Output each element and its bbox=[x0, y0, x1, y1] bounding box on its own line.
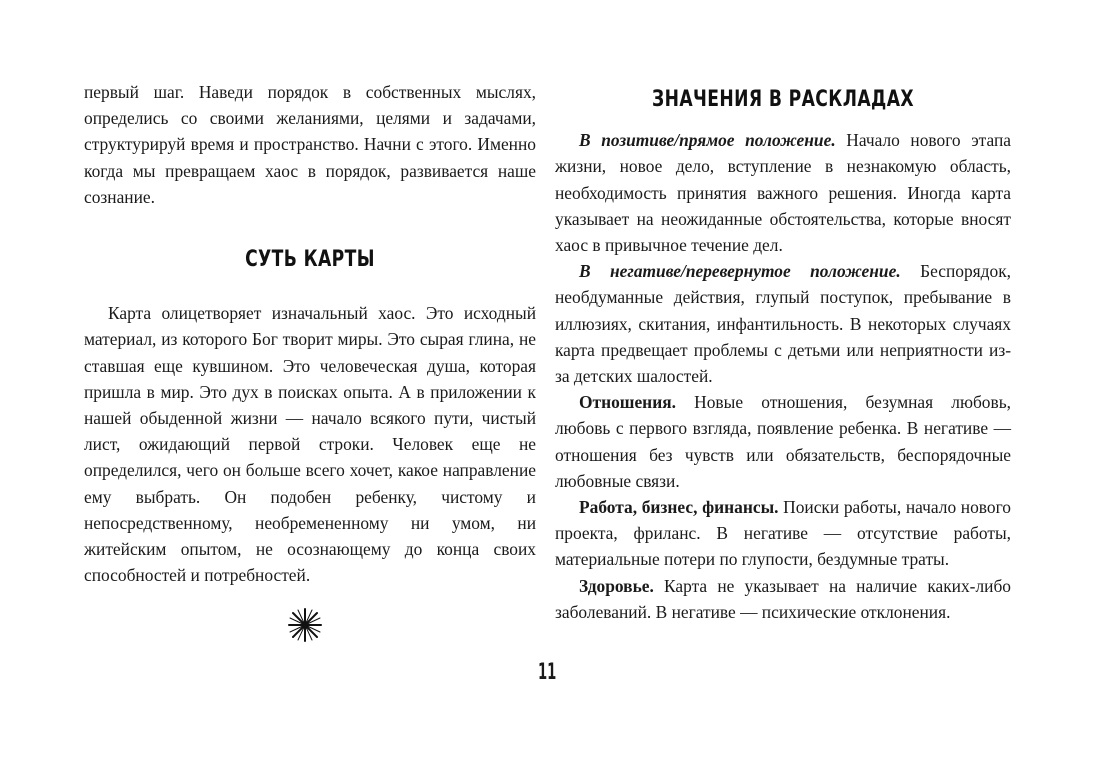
meaning-label-health: Здоровье. bbox=[579, 575, 654, 596]
meaning-text-work: Поиски работы, начало нового проекта, фриланс. В негативе — отсутствие работы, материальные потери по глупости, бездумные траты. bbox=[555, 497, 1011, 570]
section-heading-card-essence: СУТЬ КАРТЫ bbox=[245, 247, 375, 273]
page-number: 11 bbox=[538, 660, 557, 685]
meaning-text-relationships: Новые отношения, безумная любовь, любовь с первого взгляда, появление ребенка. В негативе — отношения без чувств или обязательств, беспорядочные любовные связи. bbox=[555, 392, 1011, 491]
meaning-text-upright: Начало нового этапа жизни, новое дело, вступление в незнакомую область, необходимость принятия важного решения. Иногда карта указывает на неожиданные обстоятельства, которые вносят хаос в привычное течение дел. bbox=[555, 130, 1011, 256]
left-column bbox=[84, 79, 536, 588]
meaning-health bbox=[555, 573, 1011, 625]
meaning-upright bbox=[555, 127, 1011, 258]
meaning-label-relationships: Отношения. bbox=[579, 392, 676, 413]
meaning-reversed bbox=[555, 258, 1011, 389]
meaning-relationships bbox=[555, 389, 1011, 494]
meaning-label-upright: В позитиве/прямое положение. bbox=[579, 130, 836, 151]
continued-paragraph: первый шаг. Наведи порядок в собственных мыслях, определись со своими желаниями, целями и задачами, структурируй время и пространство. Начни с этого. Именно когда мы превращаем хаос в порядок, развивается наше сознание. bbox=[84, 82, 536, 207]
card-essence-paragraph: Карта олицетворяет изначальный хаос. Это исходный материал, из которого Бог творит миры. Это сырая глина, не ставшая еще кувшином. Это человеческая душа, которая пришла в мир. Это дух в поисках опыта. А в приложении к нашей обыденной жизни — начало всякого пути, чистый лист, ожидающий первой строки. Человек еще не определился, чего он больше всего хочет, какое направление ему выбрать. Он подобен ребенку, чистому и непосредственному, необремененному ни умом, ни житейским опытом, не осознающему до конца своих способностей и потребностей. bbox=[84, 303, 536, 586]
star-burst-icon bbox=[288, 608, 322, 642]
meaning-text-health: Карта не указывает на наличие каких-либо заболеваний. В негативе — психические отклонения. bbox=[555, 575, 1011, 622]
meaning-label-reversed: В негативе/перевернутое положение. bbox=[579, 261, 901, 282]
right-column bbox=[555, 79, 1011, 625]
section-heading-meanings: ЗНАЧЕНИЯ В РАСКЛАДАХ bbox=[651, 87, 914, 112]
meaning-work bbox=[555, 494, 1011, 573]
meaning-label-work: Работа, бизнес, финансы. bbox=[579, 497, 779, 518]
meaning-text-reversed: Беспорядок, необдуманные действия, глупый поступок, пребывание в иллюзиях, скитания, инфантильность. В некоторых случаях карта предвещает проблемы с детьми или неприятности из-за детских шалостей. bbox=[555, 261, 1011, 387]
